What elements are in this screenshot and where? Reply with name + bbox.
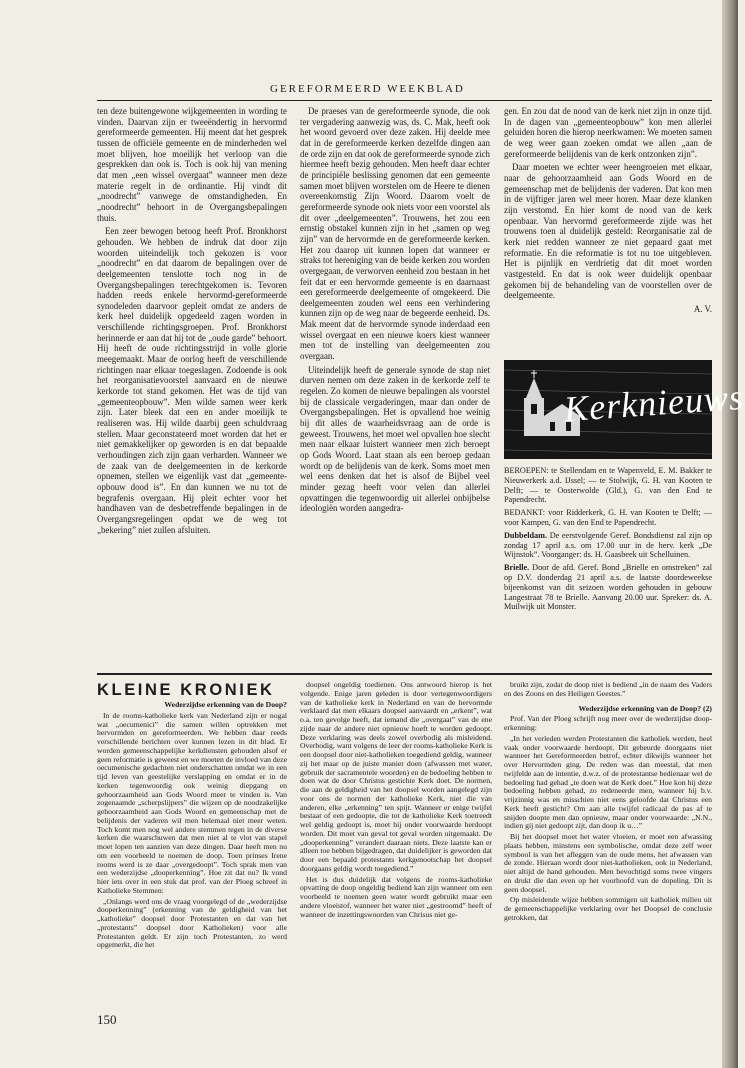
page-spine-shadow [722,0,738,1068]
article-column-3 [504,106,712,356]
paragraph: Prof. Van der Ploeg schrijft nog meer over de wederzijdse doop-erkenning: [504,714,712,732]
kerknieuws-banner [504,360,745,459]
paragraph: Een zeer bewogen betoog heeft Prof. Bronkhorst gehouden. We hebben de indruk dat door zijn woorden uiteindelijk toch gekozen is voor „noodrecht” en dat daarom de bepalingen over de deelgemeenten tenslotte toch nog in de Overgangsbepalingen terechtgekomen is. Tevoren hadden reeds enkele hervormd-gereformeerde synodeleden daarvoor gepleit omdat ze anders de kerk heel duidelijk opgedeeld zagen worden in verschillende richtingsgroepen. Prof. Bronkhorst herinnerde er aan dat hij tot de „oude garde” behoort. Hij heeft de oude richtingsstrijd in volle glorie meegemaakt. Maar de oorlog heeft de verschillende richtingen naar elkaar toegeslagen. Zodoende is ook het reorganisatievoorstel aanvaard en de nieuwe kerkorde tot stand gekomen. Het was de tijd van „gemeenteopbouw”. Men wilde samen weer kerk zijn. Later bleek dat een en ander moeilijk te realiseren was. Hij wilde daarbij geen schuldvraag stellen. Maar geconstateerd moet worden dat het er niet gemakkelijker op geworden is en dat bepaalde verhoudingen zich zijn gaan verharden. Wanneer we de zaak van de deelgemeenten in de kerkorde opnemen, stellen we eigenlijk vast dat „gemeente-opbouw dood is”. En dan kunnen we nu tot de begrafenis overgaan. Hij pleit echter voor het handhaven van de desbetreffende bepalingen in de Overgangsregelingen opdat we de weg tot „bekering” niet zullen afsluiten. [97,226,287,535]
paragraph: Uiteindelijk heeft de generale synode de stap niet durven nemen om deze zaken in de kerkorde zelf te regelen. Zo komen de nieuwe bepalingen als voorstel bij de classicale vergaderingen, maar dan onder de Overgangsbepalingen. Het is opvallend hoe weinig bij dit alles de waarheidsvraag aan de orde is geweest. Trouwens, het moet wel opvallen hoe slecht men naar elkaar luistert wanneer men zich beroept op Gods Woord. Laat staan als een beroep gedaan wordt op de belijdenis van de kerk. Soms moet men wel eens denken dat het is alsof de Bijbel veel minder gezag heeft voor velen dan allerlei opvattingen die tegenwoordig uit allerlei onbijbelse ideologiën worden aangedra- [300,364,490,514]
beroepen-notice: BEROEPEN: te Stellendam en te Wapenveld, E. M. Bakker te Nieuwerkerk a.d. IJssel; — te Stolwijk, G. H. van Kooten te Delft; — te Oosterwolde (Gld.), G. van den End te Papendrecht. [504,466,712,505]
kroniek-column-3 [504,681,712,1021]
paragraph: ten deze buitengewone wijkgemeenten in wording te vinden. Daarvan zijn er tweeëndertig in hervormd gereformeerde gemeenten. Hij meent dat het gesprek tussen de officiële gemeente en de minderheden wel moet blijven, hoe moeilijk het verloop van die gesprekken dan ook is. Toch is ook hij van mening dat men „een wissel overgaat” wanneer men deze materie regelt in de ordinantie. Hij vindt dit „noodrecht” vanwege de omstandigheden. En „noodrecht” behoort in de Overgangsbepalingen thuis. [97,106,287,223]
article-column-2 [300,106,490,668]
bedankt-notice: BEDANKT: voor Ridderkerk, G. H. van Kooten te Delft; — voor Kampen, G. van den End te Papendrecht. [504,508,712,527]
page-number: 150 [97,1012,117,1027]
paragraph: Bij het doopsel moet het water vloeien, er moet een afwassing plaats hebben, minstens een symbolische, omdat deze zelf weer symbool is van het afleggen van de oude mens, het afwassen van de zonde. Hieraan wordt door niet-katholieken, ook in Nederland, niet altijd de hand gehouden. Men bevochtigd soms twee vingers en drukt die dan even op het voorhoofd van de dopeling. Dit is geen doopsel. [504,832,712,894]
paragraph: Het is dus duidelijk dat volgens de rooms-katholieke opvatting de doop ongeldig bediend kan zijn wanneer om een voorbeeld te noemen geen water wordt gebruikt maar een andere vloeistof, wanneer het water niet „gestroomd” heeft of wanneer de inzettingswoorden van Chrisus niet ge- [300,874,492,919]
paragraph: gen. En zou dat de nood van de kerk niet zijn in onze tijd. In de dagen van „gemeenteopbouw” kon men allerlei geluiden horen die hierop neerkwamen: We moeten samen de weg weer gaan zoeken omdat we allen „aan de gereformeerde belijdenis van de kerk ontzonken zijn”. [504,106,712,159]
notice-text: De eerstvolgende Geref. Bondsdienst zal zijn op zondag 17 april a.s. om 17.00 uur in de herv. kerk „De Wijnstok”. Voorganger: ds. H. Gaasbeek uit Schelluinen. [504,530,712,560]
paragraph: Daar moeten we echter weer heengroeien met elkaar, naar de gehoorzaamheid aan Gods Woord en de gemeenschap met de belijdenis der vaderen. Dat kon men in de vijftiger jaren wel meer horen. Maar deze klanken zijn verstomd. En hier komt de nood van de kerk openbaar. Van hervormd gereformeerde zijde was het trouwens toen al duidelijk gesteld: Reorganisatie zal de kerk niet redden wanneer ze niet gepaard gaat met reformatie. En die reformatie is tot nu toe uitgebleven. Het is pijnlijk en verdrietig dat dit moet worden vastgesteld. En dat is ook weer duidelijk openbaar gekomen bij de behandeling van de voorstellen over de deelgemeente. [504,162,712,301]
place-name: Brielle. [504,563,530,573]
paragraph: De praeses van de gereformeerde synode, die ook ter vergadering aanwezig was, ds. C. Mak, heeft ook het woord gevoerd over deze zaken. Hij deelde mee dat in de gereformeerde kerken dezelfde dingen aan de orde zijn en dat ook de gereformeerde synode zich hiermee heeft bezig gehouden. Men heeft daar echter de principiële beslissing genomen dat een gemeente samen moet blijven worstelen om de Heere te dienen overeenkomstig Zijn Woord. Daarom voelt de gereformeerde synode ook niets voor een voorstel als dit over „deelgemeenten”. Trouwens, het zou een ernstig obstakel kunnen zijn in het „samen op weg zijn” van de hervormde en de gereformeerde kerken. Het zou daarop uit kunnen lopen dat wanneer er straks tot hereniging van de beide kerken zou worden overgegaan, de verworven eenheid zou bestaan in het feit dat er een hervormde gemeente is en daarnaast een gereformeerde deelgemeente of omgekeerd. Die deelgemeenten zouden wel eens een verhindering kunnen zijn op de weg naar de begeerde eenheid. Ds. Mak meent dat de hervormde synode inderdaad een wissel overgaat en een nieuwe koers kiest wanneer men tot de instelling van deelgemeenten zou overgaan. [300,106,490,362]
section-rule [97,673,712,675]
author-signature: A. V. [693,303,712,314]
paragraph: doopsel ongeldig toedienen. Ons antwoord hierop is het volgende. Enige jaren geleden is door vertegenwoordigers van de katholieke kerk in Nederland en van de hervormde verklaard dat men elkaars doopsel aanvaardt en „erkent”, wat o.a. ten gevolge heeft, dat iemand die „overgaat” van de ene zijde naar de andere niet opnieuw hoeft te worden gedoopt. Deze verklaring was deels zowel overbodig als misleidend. Overbodig, want volgens de leer der rooms-katholieke Kerk is een doopsel door niet-katholieken toegediend geldig, wanneer zij het maar op de juiste manier doen (afwassen met water, gebruik der sacramentele woorden) en de bedoeling hebben te doen wat de door Christus gestichte Kerk doet. De normen, die aan de geldigheid van het doopsel worden aangelegd zijn voor ons de normen der katholieke Kerk, niet die van anderen, elke „erkenning” ten spijt. Wanneer er enige twijfel bestaat of een gedoopte, die tot de katholieke Kerk toetreedt wel geldig gedoopt is, moet hij onder voorwaarde herdoopt worden. Dit moet van geval tot geval worden uitgemaakt. De „dooperkenning” verandert daaraan niets. Deze laatste kan er alleen toe hebben bijgedragen, dat duidelijker is geworden dat door een bepaald protestants kerkgenootschap het doopsel doorgaans geldig wordt toegediend.” [300,680,492,873]
paragraph: „In het verleden werden Protestanten die katholiek werden, heel vaak onder voorwaarde herdoopt. Dit gebeurde doorgaans niet wanneer het Gereformeerden betrof, echter dikwijls wanneer het over Hervormden ging. De reden was dan meestal, dat men twijfelde aan de intentie, d.w.z. of de protestantse bedienaar wel de bedoeling had gehad „te doen wat de Kerk doet.” Hoe kon hij deze bedoeling hebben gehad, zo redeneerde men, wanneer hij b.v. vrijzinnig was en misschien niet eens geloofde dat Christus een Kerk heeft gesticht? Om aan alle twijfel radicaal de pas af te snijden doopte men dan opnieuw, maar onder voorwaarde: „N.N., indien gij niet gedoopt zijt, dan doop ik u…” [504,733,712,831]
brielle-notice [504,563,712,612]
article-column-1 [97,106,287,668]
place-name: Dubbeldam. [504,530,547,540]
kerknieuws-column [504,466,712,666]
kerknieuws-title: Kerknieuws [562,376,745,430]
kroniek-subhead: Wederzijdse erkenning van de Doop? [164,700,287,709]
kroniek-column-1 [97,701,287,1021]
dubbeldam-notice [504,531,712,560]
paragraph: „Onlangs werd ons de vraag voorgelegd of de „wederzijdse dooperkenning” (erkenning van de geldigheid van het „katholieke” doopsel door Protestanten en dat van het „protestants” doopsel door Katholieken) voor alle Protestanten geldt. Er zijn toch Protestanten, zo werd opgemerkt, die het [97,896,287,950]
notice-text: Door de afd. Geref. Bond „Brielle en omstreken” zal op D.V. donderdag 21 april a.s. de laatste doordeweekse bijeenkomst van dit seizoen worden gehouden in gebouw Langestraat 78 te Brielle. Aanvang 20.00 uur. Spreker: ds. A. Muilwijk uit Monster. [504,563,713,612]
kroniek-column-2 [300,681,492,1021]
running-header: GEREFORMEERD WEEKBLAD [270,83,465,95]
kleine-kroniek-title: KLEINE KRONIEK [97,681,275,699]
header-rule [97,100,712,101]
kroniek-subhead-2: Wederzijdse erkenning van de Doop? (2) [578,703,712,713]
paragraph: In de rooms-katholieke kerk van Nederland zijn er nogal wat „oecumenici” die samen willen optrekken met hervormden en gereformeerden. We hebben daar reeds verschillende berichten over kunnen lezen in dit blad. Er worden gemeenschappelijke kerkdiensten gehouden alsof er geen reformatie is geweest en we moeten de invloed van deze oecumenische gedachten niet onderschatten omdat we in een tijd leven van geestelijke verslapping en omdat er in de kerken tegenwoordig ook weinig diepgang en gehoorzaamheid aan Gods Woord meer te vinden is. Van zogenaamde „scherpslijpers” die wijzen op de noodzakelijke gehoorzaamheid aan Gods Woord en gemeenschap met de belijdenis der vaderen wil men helemaal niet meer weten. Toch komt men nog wel andere stemmen tegen in de diverse kerken die waarschuwen dat men niet al te vlot van stapel moet lopen ten aanzien van deze dingen. Daar heeft men nu om een voorbeeld te noemen de doop. Toen prinses Irene rooms werd is ze daar „overgedoopt”. Toch sprak men van een wederzijdse „dooperkenning”. Hoe zit dat nu? Ik vond hier iets over in een stuk dat prof. van der Ploeg schreef in Katholieke Stemmen: [97,710,287,895]
paragraph: Op misleidende wijze hebben sommigen uit katholiek milieu uit de gemeenschappelijke verklaring over het Doopsel de conclusie getrokken, dat [504,895,712,922]
paragraph: bruikt zijn, zodat de doop niet is bediend „in de naam des Vaders en des Zoons en des Heiligen Geestes.” [504,680,712,698]
